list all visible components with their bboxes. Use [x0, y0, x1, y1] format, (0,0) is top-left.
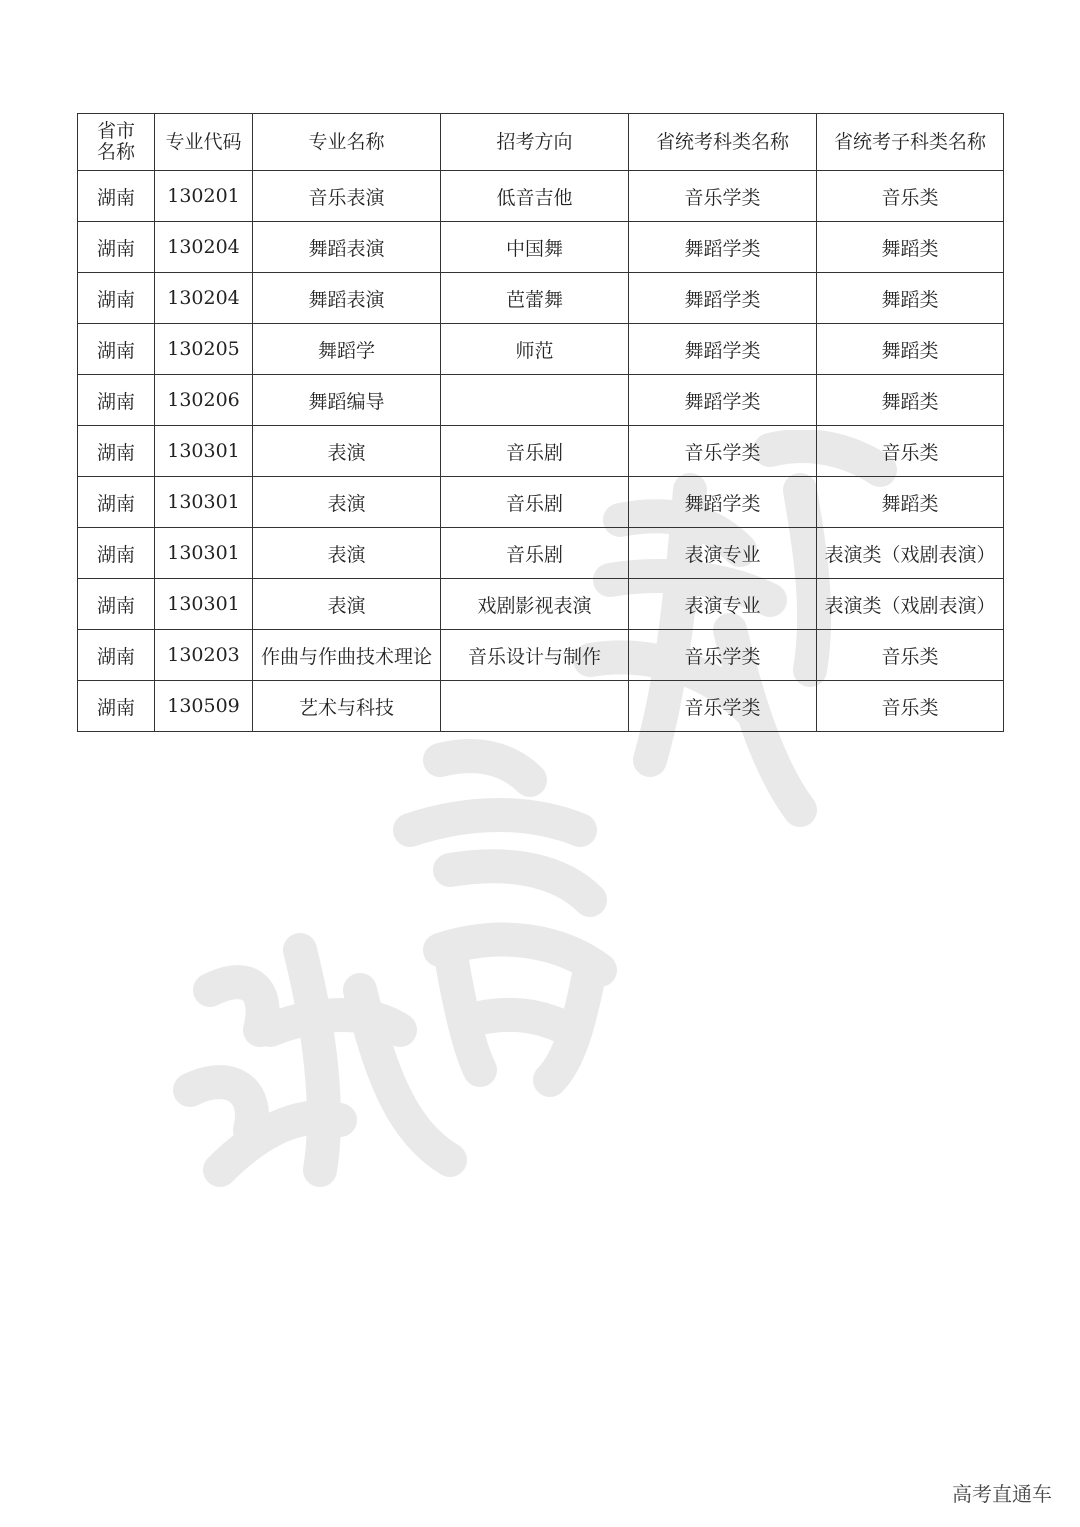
cell-exam-category: 表演专业	[629, 579, 817, 630]
cell-province: 湖南	[78, 630, 155, 681]
cell-exam-subcategory: 音乐类	[817, 681, 1004, 732]
cell-major-code: 130301	[155, 579, 253, 630]
cell-major-name: 表演	[253, 579, 441, 630]
cell-exam-category: 音乐学类	[629, 681, 817, 732]
cell-province: 湖南	[78, 681, 155, 732]
cell-exam-subcategory: 音乐类	[817, 171, 1004, 222]
cell-major-code: 130204	[155, 222, 253, 273]
table-row	[78, 171, 1004, 222]
cell-exam-category: 音乐学类	[629, 630, 817, 681]
cell-exam-subcategory: 舞蹈类	[817, 477, 1004, 528]
cell-direction: 中国舞	[441, 222, 629, 273]
cell-direction: 音乐剧	[441, 528, 629, 579]
header-exam-subcategory: 省统考子科类名称	[817, 114, 1004, 171]
cell-major-code: 130204	[155, 273, 253, 324]
table-row	[78, 477, 1004, 528]
cell-province: 湖南	[78, 477, 155, 528]
cell-major-name: 表演	[253, 528, 441, 579]
cell-major-name: 艺术与科技	[253, 681, 441, 732]
cell-major-code: 130301	[155, 426, 253, 477]
cell-major-name: 作曲与作曲技术理论	[253, 630, 441, 681]
table-row	[78, 426, 1004, 477]
cell-major-name: 舞蹈学	[253, 324, 441, 375]
header-major-name: 专业名称	[253, 114, 441, 171]
table-row	[78, 375, 1004, 426]
cell-major-code: 130301	[155, 477, 253, 528]
cell-province: 湖南	[78, 375, 155, 426]
cell-major-code: 130203	[155, 630, 253, 681]
cell-exam-category: 舞蹈学类	[629, 324, 817, 375]
cell-exam-category: 舞蹈学类	[629, 477, 817, 528]
cell-direction	[441, 681, 629, 732]
cell-major-name: 舞蹈表演	[253, 222, 441, 273]
table-row	[78, 324, 1004, 375]
table-row	[78, 273, 1004, 324]
header-province: 省市名称	[78, 114, 155, 171]
table-row	[78, 630, 1004, 681]
cell-province: 湖南	[78, 528, 155, 579]
cell-exam-category: 舞蹈学类	[629, 375, 817, 426]
cell-direction: 音乐剧	[441, 426, 629, 477]
cell-province: 湖南	[78, 579, 155, 630]
cell-exam-subcategory: 舞蹈类	[817, 222, 1004, 273]
cell-major-code: 130201	[155, 171, 253, 222]
table-row	[78, 222, 1004, 273]
cell-major-name: 表演	[253, 426, 441, 477]
cell-exam-subcategory: 表演类（戏剧表演）	[817, 528, 1004, 579]
cell-major-name: 舞蹈表演	[253, 273, 441, 324]
table-row	[78, 681, 1004, 732]
table-row	[78, 579, 1004, 630]
cell-major-name: 舞蹈编导	[253, 375, 441, 426]
cell-exam-subcategory: 音乐类	[817, 630, 1004, 681]
cell-exam-subcategory: 表演类（戏剧表演）	[817, 579, 1004, 630]
cell-major-code: 130205	[155, 324, 253, 375]
cell-exam-subcategory: 舞蹈类	[817, 324, 1004, 375]
cell-province: 湖南	[78, 222, 155, 273]
cell-exam-category: 舞蹈学类	[629, 273, 817, 324]
cell-major-code: 130301	[155, 528, 253, 579]
cell-exam-category: 音乐学类	[629, 171, 817, 222]
source-caption: 高考直通车	[952, 1482, 1052, 1506]
enrollment-table	[77, 113, 1004, 732]
cell-exam-category: 音乐学类	[629, 426, 817, 477]
cell-province: 湖南	[78, 426, 155, 477]
cell-direction: 戏剧影视表演	[441, 579, 629, 630]
cell-direction: 低音吉他	[441, 171, 629, 222]
cell-major-code: 130509	[155, 681, 253, 732]
table-row	[78, 528, 1004, 579]
cell-major-name: 音乐表演	[253, 171, 441, 222]
cell-exam-category: 舞蹈学类	[629, 222, 817, 273]
cell-direction: 师范	[441, 324, 629, 375]
cell-major-name: 表演	[253, 477, 441, 528]
cell-exam-subcategory: 音乐类	[817, 426, 1004, 477]
cell-province: 湖南	[78, 324, 155, 375]
cell-major-code: 130206	[155, 375, 253, 426]
cell-province: 湖南	[78, 273, 155, 324]
header-exam-category: 省统考科类名称	[629, 114, 817, 171]
cell-exam-category: 表演专业	[629, 528, 817, 579]
cell-direction: 音乐设计与制作	[441, 630, 629, 681]
cell-province: 湖南	[78, 171, 155, 222]
cell-direction: 芭蕾舞	[441, 273, 629, 324]
table-header-row	[78, 114, 1004, 171]
cell-direction	[441, 375, 629, 426]
header-major-code: 专业代码	[155, 114, 253, 171]
cell-exam-subcategory: 舞蹈类	[817, 273, 1004, 324]
header-direction: 招考方向	[441, 114, 629, 171]
cell-direction: 音乐剧	[441, 477, 629, 528]
cell-exam-subcategory: 舞蹈类	[817, 375, 1004, 426]
